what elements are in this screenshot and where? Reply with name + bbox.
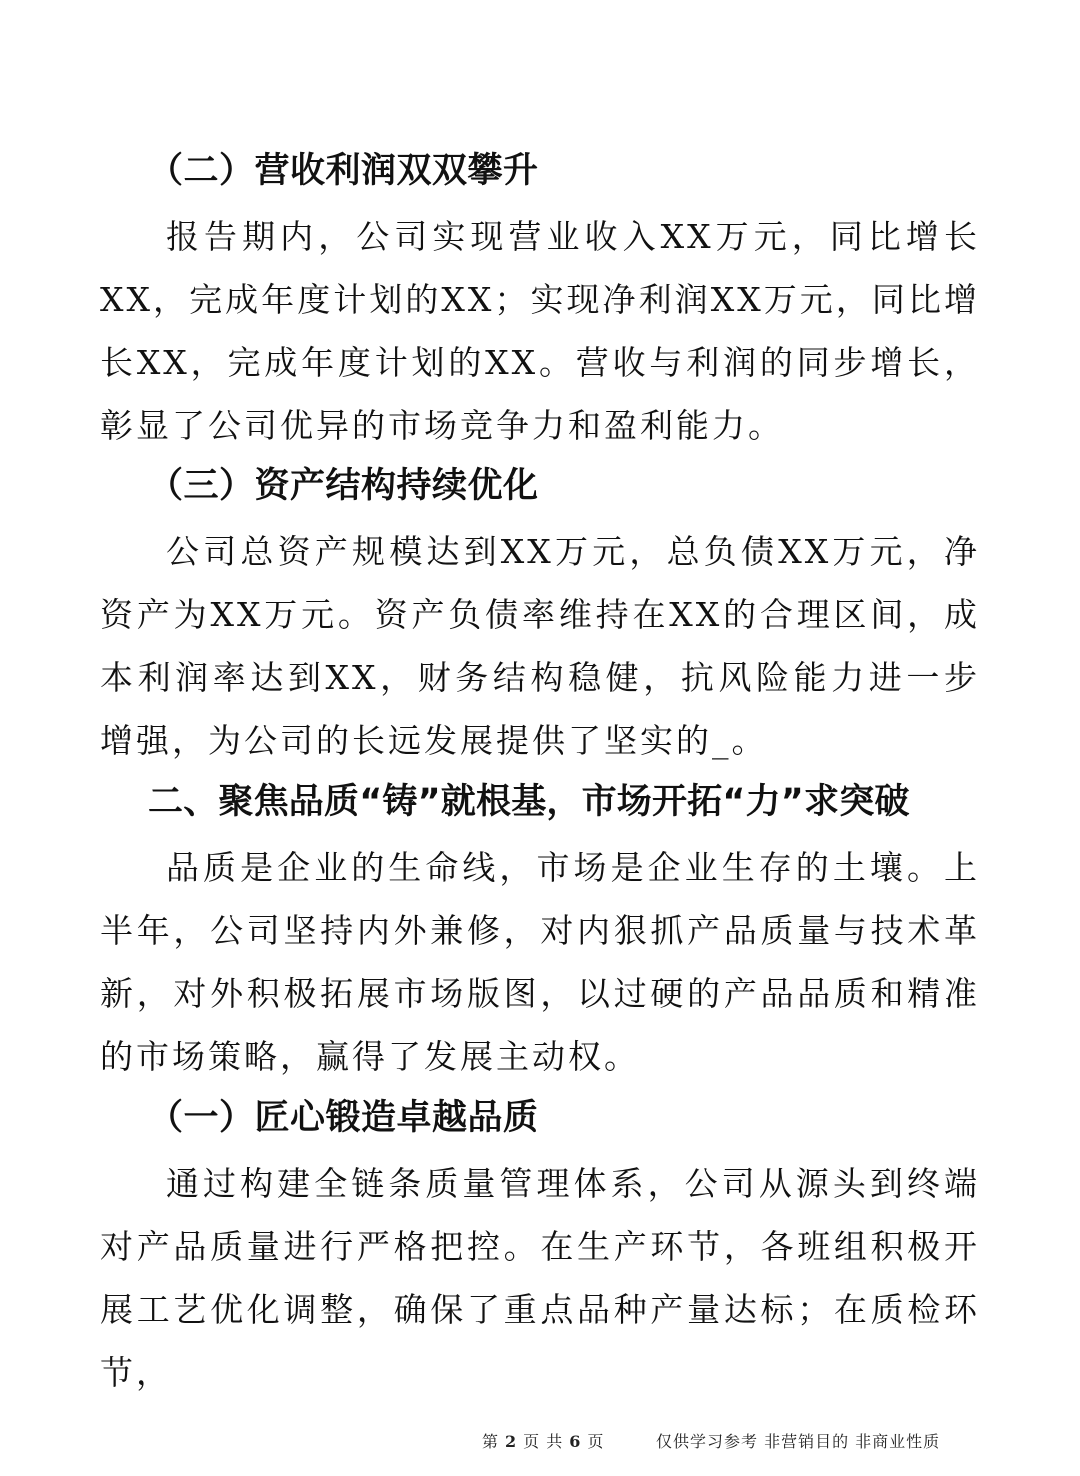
- chapter-heading-quality-market: 二、聚焦品质“铸”就根基，市场开拓“力”求突破: [148, 782, 910, 822]
- page-middle: 页 共: [523, 1432, 564, 1451]
- section-heading-asset-structure: （三）资产结构持续优化: [148, 466, 539, 506]
- footer-disclaimer: 仅供学习参考 非营销目的 非商业性质: [656, 1432, 941, 1451]
- page-prefix: 第: [482, 1432, 500, 1451]
- section-body-asset-structure: 公司总资产规模达到XX万元，总负债XX万元，净资产为XX万元。资产负债率维持在XX的合理区间，成本利润率达到XX，财务结构稳健，抗风险能力进一步增强，为公司的长远发展提供了坚实的_。: [100, 532, 980, 760]
- page-suffix: 页: [587, 1432, 605, 1451]
- chapter-body-quality-market: 品质是企业的生命线，市场是企业生存的土壤。上半年，公司坚持内外兼修，对内狠抓产品质量与技术革新，对外积极拓展市场版图，以过硬的产品品质和精准的市场策略，赢得了发展主动权。: [100, 848, 980, 1076]
- current-page: 2: [505, 1432, 518, 1451]
- section-heading-revenue-profit: （二）营收利润双双攀升: [148, 151, 539, 191]
- section-heading-craftsmanship: （一）匠心锻造卓越品质: [148, 1098, 539, 1138]
- page-number: [482, 1430, 604, 1454]
- section-body-craftsmanship: 通过构建全链条质量管理体系，公司从源头到终端对产品质量进行严格把控。在生产环节，各班组积极开展工艺优化调整，确保了重点品种产量达标；在质检环节，: [100, 1164, 980, 1392]
- section-body-revenue-profit: 报告期内，公司实现营业收入XX万元，同比增长XX，完成年度计划的XX；实现净利润XX万元，同比增长XX，完成年度计划的XX。营收与利润的同步增长，彰显了公司优异的市场竞争力和盈利能力。: [100, 217, 980, 445]
- total-pages: 6: [569, 1432, 582, 1451]
